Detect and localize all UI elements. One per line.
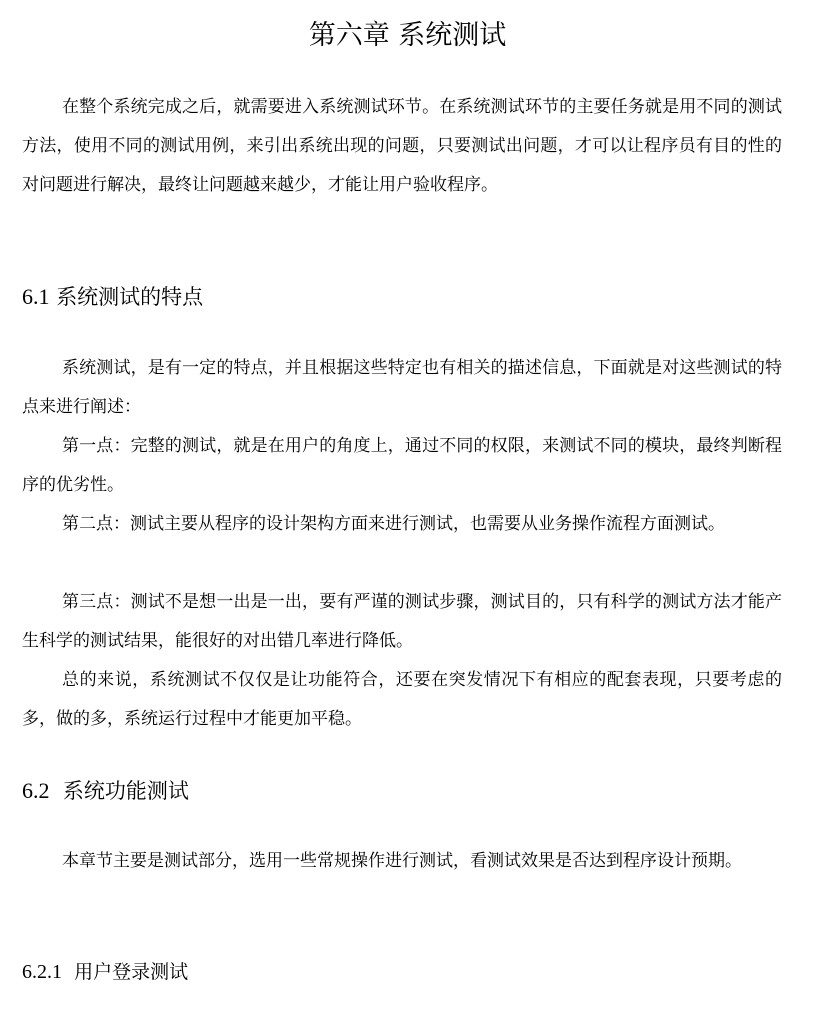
section-heading-6-2 <box>22 776 189 806</box>
section-title: 系统测试的特点 <box>56 285 204 309</box>
section-number: 6.1 <box>22 284 50 309</box>
subsection-heading-6-2-1 <box>22 958 188 986</box>
chapter-title: 第六章 系统测试 <box>308 20 507 51</box>
paragraph-6-1-intro: 系统测试，是有一定的特点，并且根据这些特定也有相关的描述信息，下面就是对这些测试的特点来进行阐述： <box>22 358 782 417</box>
section-title: 系统功能测试 <box>62 779 189 803</box>
paragraph-point-one: 第一点：完整的测试，就是在用户的角度上，通过不同的权限，来测试不同的模块，最终判断程序的优劣性。 <box>22 436 782 495</box>
subsection-number: 6.2.1 <box>22 961 62 983</box>
subsection-title: 用户登录测试 <box>74 961 189 983</box>
paragraph-6-2-intro: 本章节主要是测试部分，选用一些常规操作进行测试，看测试效果是否达到程序设计预期。 <box>62 851 742 871</box>
paragraph-summary: 总的来说，系统测试不仅仅是让功能符合，还要在突发情况下有相应的配套表现，只要考虑的多，做的多，系统运行过程中才能更加平稳。 <box>22 670 782 729</box>
paragraph-point-two: 第二点：测试主要从程序的设计架构方面来进行测试，也需要从业务操作流程方面测试。 <box>62 514 725 534</box>
chapter-intro-paragraph: 在整个系统完成之后，就需要进入系统测试环节。在系统测试环节的主要任务就是用不同的测试方法，使用不同的测试用例，来引出系统出现的问题，只要测试出问题，才可以让程序员有目的性的对问题进行解决，最终让问题越来越少，才能让用户验收程序。 <box>22 97 782 195</box>
paragraph-point-three: 第三点：测试不是想一出是一出，要有严谨的测试步骤，测试目的，只有科学的测试方法才能产生科学的测试结果，能很好的对出错几率进行降低。 <box>22 592 782 651</box>
section-heading-6-1 <box>22 282 203 312</box>
section-number: 6.2 <box>22 778 50 803</box>
